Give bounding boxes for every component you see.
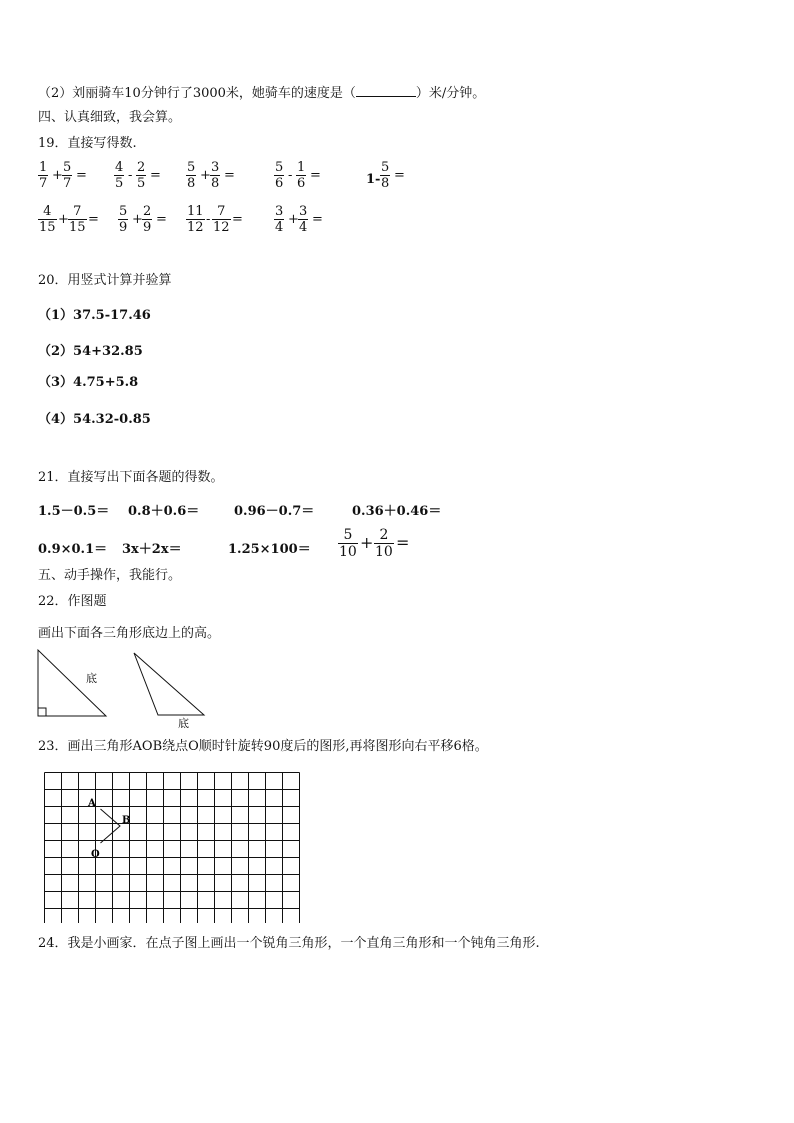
q20-item-2: （2）54+32.85 bbox=[38, 344, 143, 359]
answer-blank[interactable] bbox=[356, 84, 416, 97]
q20-item-1: （1）37.5-17.46 bbox=[38, 308, 151, 323]
operator: + bbox=[52, 168, 63, 183]
fraction: $\frac{11}{12}$ bbox=[187, 204, 204, 235]
equals: = bbox=[310, 168, 321, 183]
operator: - bbox=[288, 168, 293, 183]
q18-2-prefix: （2）刘丽骑车10分钟行了3000米，她骑车的速度是（ bbox=[38, 86, 356, 101]
q22-triangles-figure bbox=[30, 645, 210, 735]
fraction: $\frac{3}{8}$ bbox=[211, 160, 220, 191]
q20-title: 20．用竖式计算并验算 bbox=[38, 273, 172, 288]
fraction: $\frac{7}{15}$ bbox=[69, 204, 86, 235]
fraction: $\frac{5}{8}$ bbox=[381, 160, 390, 191]
base-label-1: 底 bbox=[86, 672, 97, 685]
q23-grid-figure bbox=[40, 768, 302, 923]
fraction: $\frac{4}{5}$ bbox=[115, 160, 124, 191]
fraction: $\frac{1}{7}$ bbox=[39, 160, 48, 191]
operator: - bbox=[128, 168, 133, 183]
equals: = bbox=[76, 168, 87, 183]
grid-lines bbox=[45, 773, 300, 924]
operator: - bbox=[206, 212, 211, 227]
calc-item: 3x＋2x＝ bbox=[122, 542, 182, 557]
q22-title: 22．作图题 bbox=[38, 594, 107, 609]
q18-2-suffix: ）米/分钟。 bbox=[415, 86, 486, 101]
q19-title: 19．直接写得数. bbox=[38, 136, 137, 151]
fraction: $\frac{5}{8}$ bbox=[187, 160, 196, 191]
fraction: $\frac{2}{5}$ bbox=[137, 160, 146, 191]
operator: + bbox=[58, 212, 69, 227]
fraction: $\frac{5}{9}$ bbox=[119, 204, 128, 235]
point-a-label: A bbox=[88, 798, 96, 809]
q24-title: 24．我是小画家．在点子图上画出一个锐角三角形，一个直角三角形和一个钝角三角形. bbox=[38, 936, 540, 951]
calc-item: 1.5－0.5＝ bbox=[38, 504, 110, 519]
q20-item-3: （3）4.75+5.8 bbox=[38, 375, 139, 390]
base-label-2: 底 bbox=[178, 717, 189, 730]
obtuse-triangle bbox=[134, 653, 204, 715]
q23-title: 23．画出三角形AOB绕点O顺时针旋转90度后的图形,再将图形向右平移6格。 bbox=[38, 739, 488, 754]
section-4-title: 四、认真细致，我会算。 bbox=[38, 110, 182, 125]
fraction: $\frac{2}{9}$ bbox=[143, 204, 152, 235]
equals: = bbox=[232, 212, 243, 227]
calc-item: 1.25×100＝ bbox=[228, 542, 311, 557]
operator: + bbox=[288, 212, 299, 227]
fraction: $\frac{5}{7}$ bbox=[63, 160, 72, 191]
equals: = bbox=[150, 168, 161, 183]
calc-item: 0.96－0.7＝ bbox=[234, 504, 315, 519]
q21-title: 21．直接写出下面各题的得数。 bbox=[38, 470, 224, 485]
fraction: $\frac{2}{10}$ bbox=[375, 527, 393, 560]
point-b-label: B bbox=[122, 815, 131, 826]
equals: = bbox=[394, 168, 405, 183]
calc-item: 0.8＋0.6＝ bbox=[128, 504, 200, 519]
equals: = bbox=[88, 212, 99, 227]
calc-item: 0.9×0.1＝ bbox=[38, 542, 108, 557]
equals: = bbox=[396, 533, 410, 552]
section-5-title: 五、动手操作，我能行。 bbox=[38, 568, 182, 583]
operator: + bbox=[200, 168, 211, 183]
fraction: $\frac{7}{12}$ bbox=[213, 204, 230, 235]
calc-item: 0.36＋0.46＝ bbox=[352, 504, 442, 519]
fraction: $\frac{3}{4}$ bbox=[299, 204, 308, 235]
fraction: $\frac{1}{6}$ bbox=[297, 160, 306, 191]
triangle-aob bbox=[101, 809, 121, 843]
fraction: $\frac{5}{10}$ bbox=[339, 527, 357, 560]
equals: = bbox=[156, 212, 167, 227]
lead-number: 1- bbox=[366, 172, 381, 187]
equals: = bbox=[312, 212, 323, 227]
operator: + bbox=[360, 533, 374, 552]
question-18-2 bbox=[38, 84, 485, 102]
fraction: $\frac{4}{15}$ bbox=[39, 204, 56, 235]
operator: + bbox=[132, 212, 143, 227]
fraction: $\frac{5}{6}$ bbox=[275, 160, 284, 191]
q22-instruction: 画出下面各三角形底边上的高。 bbox=[38, 626, 221, 641]
q20-item-4: （4）54.32-0.85 bbox=[38, 412, 151, 427]
equals: = bbox=[224, 168, 235, 183]
point-o-label: O bbox=[91, 849, 100, 860]
fraction: $\frac{3}{4}$ bbox=[275, 204, 284, 235]
